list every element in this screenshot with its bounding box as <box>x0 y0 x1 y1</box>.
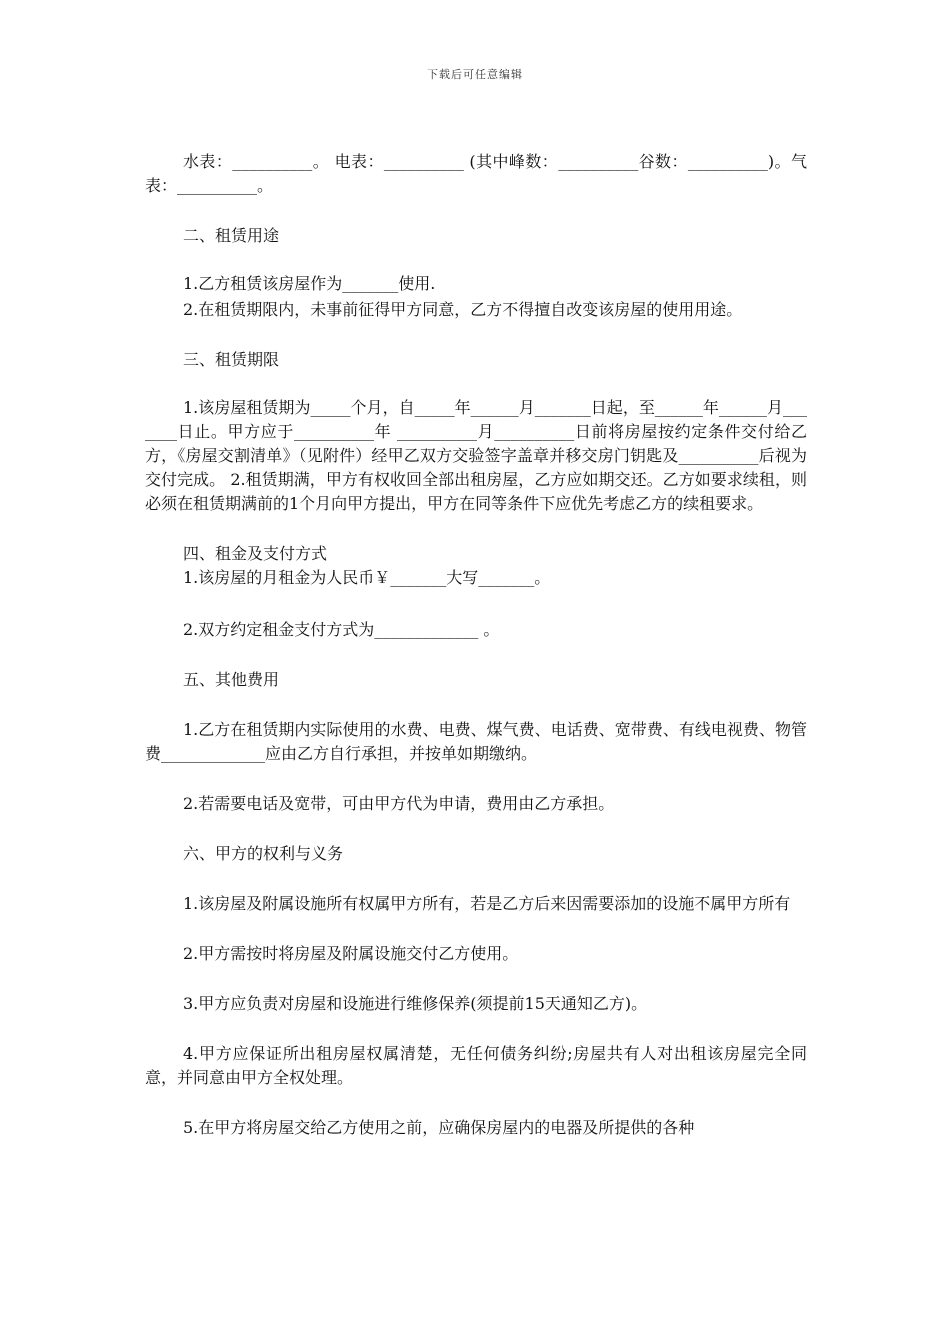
section-heading-term: 三、租赁期限 <box>183 350 280 369</box>
clause-landlord-3: 3.甲方应负责对房屋和设施进行维修保养(须提前15天通知乙方)。 <box>183 994 648 1013</box>
clause-landlord-4: 4.甲方应保证所出租房屋权属清楚，无任何债务纠纷;房屋共有人对出租该房屋完全同意，并同意由甲方全权处理。 <box>145 1044 807 1087</box>
clause-usage-2: 2.在租赁期限内，未事前征得甲方同意，乙方不得擅自改变该房屋的使用用途。 <box>183 300 743 319</box>
clause-landlord-1: 1.该房屋及附属设施所有权属甲方所有，若是乙方后来因需要添加的设施不属甲方所有 <box>183 894 791 913</box>
clause-usage-1: 1.乙方租赁该房屋作为_______使用. <box>183 274 436 293</box>
clause-landlord-2: 2.甲方需按时将房屋及附属设施交付乙方使用。 <box>183 944 519 963</box>
page-header: 下载后可任意编辑 <box>427 68 523 81</box>
section-heading-other-fees: 五、其他费用 <box>183 670 280 689</box>
section-heading-usage: 二、租赁用途 <box>183 226 280 245</box>
section-heading-rent: 四、租金及支付方式 <box>183 544 328 563</box>
clause-fees-1: 1.乙方在租赁期内实际使用的水费、电费、煤气费、电话费、宽带费、有线电视费、物管费_____________应由乙方自行承担，并按单如期缴纳。 <box>145 720 807 763</box>
clause-rent-2: 2.双方约定租金支付方式为_____________ 。 <box>183 620 500 639</box>
clause-rent-1: 1.该房屋的月租金为人民币￥_______大写_______。 <box>183 568 551 587</box>
meter-readings-paragraph: 水表：__________。 电表：__________ (其中峰数：__________谷数：__________)。气表：__________。 <box>145 152 807 195</box>
clause-fees-2: 2.若需要电话及宽带，可由甲方代为申请，费用由乙方承担。 <box>183 794 615 813</box>
document-body <box>145 150 807 1140</box>
clause-landlord-5: 5.在甲方将房屋交给乙方使用之前，应确保房屋内的电器及所提供的各种 <box>183 1118 695 1137</box>
section-heading-landlord-rights: 六、甲方的权利与义务 <box>183 844 344 863</box>
clause-term: 1.该房屋租赁期为_____个月，自_____年______月_______日起，至______年______月_______日止。甲方应于__________年 __________月__________日前将房屋按约定条件交付给乙方，《房屋交割清单》（见附件）经甲乙双方交验签字盖章并移交房门钥匙及__________后视为交付完成。 2.租赁期满，甲方有权收回全部出租房屋，乙方应如期交还。乙方如要求续租，则必须在租赁期满前的1个月向甲方提出，甲方在同等条件下应优先考虑乙方的续租要求。 <box>145 398 807 513</box>
